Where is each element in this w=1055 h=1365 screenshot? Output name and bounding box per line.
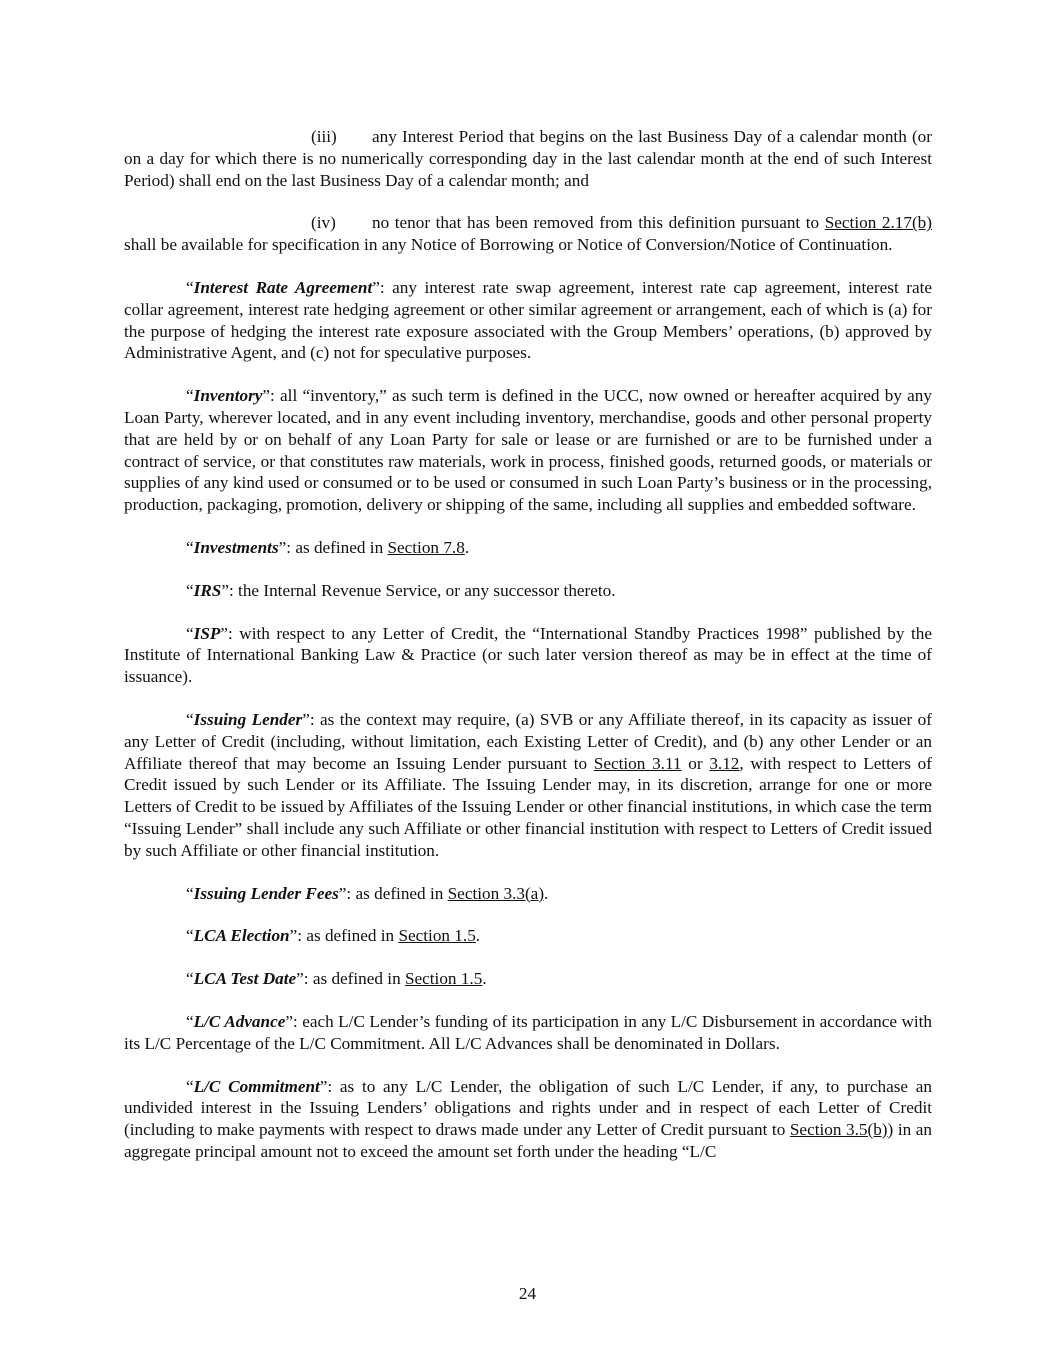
defined-term: Issuing Lender bbox=[193, 709, 303, 729]
definition-issuing-lender-fees bbox=[124, 883, 932, 905]
defined-term: Interest Rate Agreement bbox=[193, 277, 373, 297]
defined-term: ISP bbox=[193, 623, 221, 643]
defined-term: L/C Advance bbox=[193, 1011, 286, 1031]
clause-number: (iv) bbox=[311, 213, 336, 233]
open-quote: “ bbox=[186, 537, 194, 557]
open-quote: “ bbox=[186, 1011, 194, 1031]
document-page bbox=[124, 126, 932, 1184]
section-reference: Section 1.5 bbox=[398, 926, 476, 946]
section-reference: 3.12 bbox=[709, 753, 740, 773]
definition-text: ”: the Internal Revenue Service, or any successor thereto. bbox=[221, 580, 616, 600]
open-quote: “ bbox=[186, 709, 194, 729]
page-number: 24 bbox=[518, 1284, 537, 1303]
section-reference: Section 1.5 bbox=[404, 969, 483, 989]
open-quote: “ bbox=[186, 580, 194, 600]
defined-term: LCA Election bbox=[193, 926, 290, 946]
definition-text: ”: with respect to any Letter of Credit, the “International Standby Practices 1998” published by the Institute of International Banking Law & Practice (or such later version thereof as may be in effect at the time of issuance). bbox=[124, 623, 932, 687]
definition-text: ) in an aggregate principal amount not to exceed the amount set forth under the heading “L/C bbox=[124, 1120, 932, 1161]
definition-text: . bbox=[475, 926, 481, 946]
section-reference: Section 3.5(b) bbox=[789, 1120, 888, 1140]
definition-text: ”: as the context may require, (a) SVB or any Affiliate thereof, in its capacity as issuer of any Letter of Credit (including, without limitation, each Existing Letter of Credit), and (b) any other Lender or an Affiliate thereof that may become an Issuing Lender pursuant to bbox=[124, 709, 932, 773]
open-quote: “ bbox=[186, 623, 194, 643]
defined-term: L/C Commitment bbox=[193, 1076, 320, 1096]
definition-text: ”: as defined in bbox=[289, 926, 399, 946]
section-reference: Section 3.11 bbox=[593, 753, 682, 773]
defined-term: Inventory bbox=[193, 386, 263, 406]
open-quote: “ bbox=[186, 386, 194, 406]
definition-inventory bbox=[124, 385, 932, 516]
section-reference: Section 7.8 bbox=[387, 537, 465, 557]
open-quote: “ bbox=[186, 883, 194, 903]
definition-text: ”: each L/C Lender’s funding of its participation in any L/C Disbursement in accordance with its L/C Percentage of the L/C Commitment. All L/C Advances shall be denominated in Dollars. bbox=[124, 1011, 932, 1053]
definition-issuing-lender bbox=[124, 709, 932, 862]
clause-iii bbox=[124, 126, 932, 191]
definition-text: ”: all “inventory,” as such term is defined in the UCC, now owned or hereafter acquired by any Loan Party, wherever located, and in any event including inventory, merchandise, goods and other personal property that are held by or on behalf of any Loan Party for sale or lease or are furnished or are to be furnished under a contract of service, or that constitutes raw materials, work in process, finished goods, returned goods, or materials or supplies of any kind used or consumed or to be used or consumed in such Loan Party’s business or in the processing, production, packaging, promotion, delivery or shipping of the same, including all supplies and embedded software. bbox=[124, 386, 932, 515]
open-quote: “ bbox=[186, 277, 194, 297]
defined-term: Investments bbox=[193, 537, 279, 557]
definition-lca-test-date bbox=[124, 968, 932, 990]
defined-term: Issuing Lender Fees bbox=[193, 883, 339, 903]
definition-lc-advance bbox=[124, 1011, 932, 1055]
definition-text: ”: any interest rate swap agreement, interest rate cap agreement, interest rate collar agreement, interest rate hedging agreement or other similar agreement or arrangement, each of which is (a) for the purpose of hedging the interest rate exposure associated with the Group Members’ operations, (b) approved by Administrative Agent, and (c) not for speculative purposes. bbox=[124, 277, 932, 363]
clause-iv bbox=[124, 212, 932, 256]
open-quote: “ bbox=[186, 969, 194, 989]
definition-lca-election bbox=[124, 925, 932, 947]
section-reference: Section 2.17(b) bbox=[824, 213, 932, 233]
definition-text: ”: as defined in bbox=[278, 537, 388, 557]
defined-term: IRS bbox=[193, 580, 222, 600]
clause-text: shall be available for specification in any Notice of Borrowing or Notice of Conversion/Notice of Continuation. bbox=[124, 235, 893, 255]
definition-text: or bbox=[681, 753, 710, 773]
definition-isp bbox=[124, 623, 932, 688]
definition-interest-rate-agreement bbox=[124, 277, 932, 364]
clause-number: (iii) bbox=[311, 127, 337, 146]
defined-term: LCA Test Date bbox=[193, 969, 297, 989]
definition-text: ”: as defined in bbox=[338, 883, 448, 903]
definition-text: . bbox=[482, 969, 487, 989]
definition-text: . bbox=[544, 883, 549, 903]
clause-text: any Interest Period that begins on the last Business Day of a calendar month (or on a day for which there is no numerically corresponding day in the last calendar month at the end of such Interest Period) shall end on the last Business Day of a calendar month; and bbox=[124, 127, 932, 190]
definition-investments bbox=[124, 537, 932, 559]
definition-text: ”: as defined in bbox=[296, 969, 405, 989]
definition-irs bbox=[124, 580, 932, 602]
definition-text: ”: as to any L/C Lender, the obligation of such L/C Lender, if any, to purchase an undivided interest in the Issuing Lenders’ obligations and rights under and in respect of each Letter of Credit (including to make payments with respect to draws made under any Letter of Credit pursuant to bbox=[124, 1076, 932, 1140]
section-reference: Section 3.3(a) bbox=[447, 883, 545, 903]
open-quote: “ bbox=[186, 1076, 194, 1096]
clause-text: no tenor that has been removed from this definition pursuant to bbox=[372, 213, 825, 233]
definition-text: . bbox=[464, 537, 470, 557]
definition-lc-commitment bbox=[124, 1076, 932, 1163]
definition-text: , with respect to Letters of Credit issued by such Lender or its Affiliate. The Issuing Lender may, in its discretion, arrange for one or more Letters of Credit to be issued by Affiliates of the Issuing Lender or other financial institutions, in which case the term “Issuing Lender” shall include any such Affiliate or other financial institution with respect to Letters of Credit issued by such Affiliate or other financial institution. bbox=[124, 753, 932, 860]
open-quote: “ bbox=[186, 926, 194, 946]
